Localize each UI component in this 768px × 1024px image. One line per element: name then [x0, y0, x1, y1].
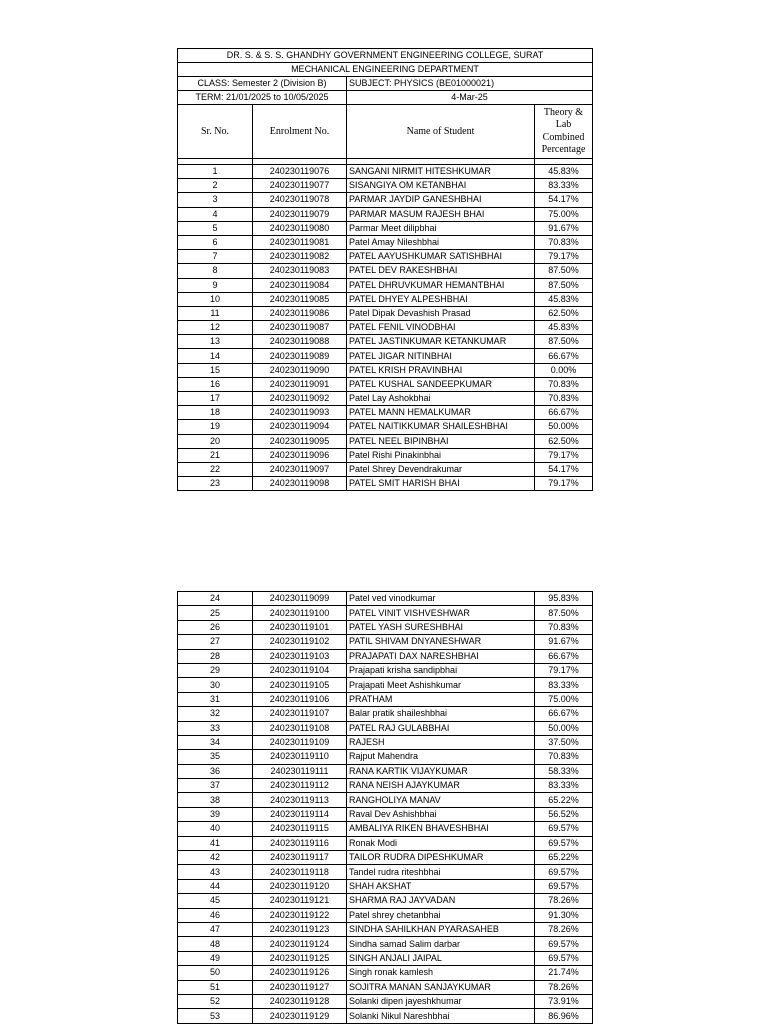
percentage-cell: 65.22%	[535, 851, 593, 865]
term-info: TERM: 21/01/2025 to 10/05/2025	[178, 91, 347, 105]
percentage-cell: 66.67%	[535, 649, 593, 663]
enrolment-cell: 240230119088	[253, 335, 347, 349]
percentage-cell: 70.83%	[535, 235, 593, 249]
table-row	[178, 264, 593, 278]
enrolment-cell: 240230119109	[253, 735, 347, 749]
student-name-cell: Raval Dev Ashishbhai	[347, 807, 535, 821]
student-name-cell: PATEL NEEL BIPINBHAI	[347, 434, 535, 448]
table-row	[178, 448, 593, 462]
sr-no-cell: 18	[178, 406, 253, 420]
percentage-cell: 70.83%	[535, 377, 593, 391]
sr-no-cell: 16	[178, 377, 253, 391]
percentage-cell: 79.17%	[535, 250, 593, 264]
student-name-cell: Solanki Nikul Nareshbhai	[347, 1009, 535, 1023]
sr-no-cell: 38	[178, 793, 253, 807]
sr-no-cell: 31	[178, 692, 253, 706]
sr-no-cell: 15	[178, 363, 253, 377]
column-header-percentage: Theory & Lab Combined Percentage	[535, 105, 593, 159]
percentage-cell: 21.74%	[535, 966, 593, 980]
student-name-cell: PATEL KUSHAL SANDEEPKUMAR	[347, 377, 535, 391]
sr-no-cell: 41	[178, 836, 253, 850]
enrolment-cell: 240230119103	[253, 649, 347, 663]
enrolment-cell: 240230119112	[253, 779, 347, 793]
student-name-cell: Patel ved vinodkumar	[347, 592, 535, 606]
sr-no-cell: 3	[178, 193, 253, 207]
table-row	[178, 937, 593, 951]
sr-no-cell: 14	[178, 349, 253, 363]
sr-no-cell: 44	[178, 879, 253, 893]
table-row	[178, 179, 593, 193]
percentage-cell: 0.00%	[535, 363, 593, 377]
sr-no-cell: 7	[178, 250, 253, 264]
enrolment-cell: 240230119113	[253, 793, 347, 807]
sr-no-cell: 19	[178, 420, 253, 434]
column-header-enrolment: Enrolment No.	[253, 105, 347, 159]
percentage-cell: 75.00%	[535, 692, 593, 706]
student-name-cell: PATEL SMIT HARISH BHAI	[347, 477, 535, 491]
student-name-cell: SINDHA SAHILKHAN PYARASAHEB	[347, 922, 535, 936]
percentage-cell: 54.17%	[535, 462, 593, 476]
enrolment-cell: 240230119110	[253, 750, 347, 764]
enrolment-cell: 240230119115	[253, 822, 347, 836]
student-name-cell: TAILOR RUDRA DIPESHKUMAR	[347, 851, 535, 865]
student-name-cell: Patel Amay Nileshbhai	[347, 235, 535, 249]
percentage-cell: 37.50%	[535, 735, 593, 749]
student-name-cell: PATEL DHRUVKUMAR HEMANTBHAI	[347, 278, 535, 292]
student-name-cell: SISANGIYA OM KETANBHAI	[347, 179, 535, 193]
table-row	[178, 922, 593, 936]
sr-no-cell: 26	[178, 620, 253, 634]
table-row	[178, 406, 593, 420]
enrolment-cell: 240230119117	[253, 851, 347, 865]
percentage-cell: 69.57%	[535, 937, 593, 951]
percentage-cell: 70.83%	[535, 750, 593, 764]
percentage-cell: 78.26%	[535, 980, 593, 994]
sr-no-cell: 9	[178, 278, 253, 292]
sr-no-cell: 29	[178, 663, 253, 677]
sr-no-cell: 20	[178, 434, 253, 448]
percentage-cell: 79.17%	[535, 448, 593, 462]
percentage-cell: 66.67%	[535, 349, 593, 363]
table-row	[178, 377, 593, 391]
percentage-cell: 69.57%	[535, 879, 593, 893]
enrolment-cell: 240230119108	[253, 721, 347, 735]
percentage-cell: 50.00%	[535, 721, 593, 735]
table-row	[178, 663, 593, 677]
percentage-cell: 79.17%	[535, 663, 593, 677]
enrolment-cell: 240230119087	[253, 321, 347, 335]
enrolment-cell: 240230119122	[253, 908, 347, 922]
enrolment-cell: 240230119121	[253, 894, 347, 908]
student-name-cell: SINGH ANJALI JAIPAL	[347, 951, 535, 965]
enrolment-cell: 240230119095	[253, 434, 347, 448]
percentage-cell: 83.33%	[535, 678, 593, 692]
enrolment-cell: 240230119123	[253, 922, 347, 936]
student-name-cell: Patel Shrey Devendrakumar	[347, 462, 535, 476]
enrolment-cell: 240230119097	[253, 462, 347, 476]
table-row	[178, 434, 593, 448]
student-name-cell: PATEL DHYEY ALPESHBHAI	[347, 292, 535, 306]
table-row	[178, 779, 593, 793]
sr-no-cell: 34	[178, 735, 253, 749]
table-row	[178, 592, 593, 606]
percentage-cell: 54.17%	[535, 193, 593, 207]
student-name-cell: PRAJAPATI DAX NARESHBHAI	[347, 649, 535, 663]
percentage-cell: 62.50%	[535, 434, 593, 448]
enrolment-cell: 240230119100	[253, 606, 347, 620]
table-row	[178, 994, 593, 1008]
table-row	[178, 335, 593, 349]
department-name: MECHANICAL ENGINEERING DEPARTMENT	[178, 63, 593, 77]
student-name-cell: PATEL MANN HEMALKUMAR	[347, 406, 535, 420]
attendance-table-page-2	[177, 591, 593, 1024]
table-row	[178, 462, 593, 476]
sr-no-cell: 43	[178, 865, 253, 879]
enrolment-cell: 240230119090	[253, 363, 347, 377]
sr-no-cell: 13	[178, 335, 253, 349]
student-name-cell: Parmar Meet dilipbhai	[347, 221, 535, 235]
sr-no-cell: 42	[178, 851, 253, 865]
percentage-cell: 78.26%	[535, 894, 593, 908]
sr-no-cell: 35	[178, 750, 253, 764]
percentage-cell: 69.57%	[535, 951, 593, 965]
table-row	[178, 193, 593, 207]
percentage-cell: 91.67%	[535, 221, 593, 235]
student-name-cell: Patel shrey chetanbhai	[347, 908, 535, 922]
percentage-cell: 91.30%	[535, 908, 593, 922]
enrolment-cell: 240230119096	[253, 448, 347, 462]
student-name-cell: Tandel rudra riteshbhai	[347, 865, 535, 879]
table-row	[178, 807, 593, 821]
table-row	[178, 836, 593, 850]
enrolment-cell: 240230119093	[253, 406, 347, 420]
enrolment-cell: 240230119092	[253, 392, 347, 406]
enrolment-cell: 240230119083	[253, 264, 347, 278]
table-row	[178, 678, 593, 692]
sr-no-cell: 27	[178, 635, 253, 649]
enrolment-cell: 240230119118	[253, 865, 347, 879]
percentage-cell: 87.50%	[535, 264, 593, 278]
student-name-cell: PRATHAM	[347, 692, 535, 706]
table-row	[178, 735, 593, 749]
enrolment-cell: 240230119079	[253, 207, 347, 221]
student-name-cell: Patel Lay Ashokbhai	[347, 392, 535, 406]
percentage-cell: 70.83%	[535, 392, 593, 406]
enrolment-cell: 240230119105	[253, 678, 347, 692]
student-name-cell: SHAH AKSHAT	[347, 879, 535, 893]
student-name-cell: Prajapati krisha sandipbhai	[347, 663, 535, 677]
table-row	[178, 951, 593, 965]
sr-no-cell: 22	[178, 462, 253, 476]
student-name-cell: PARMAR JAYDIP GANESHBHAI	[347, 193, 535, 207]
sr-no-cell: 52	[178, 994, 253, 1008]
percentage-cell: 45.83%	[535, 292, 593, 306]
student-name-cell: PATEL VINIT VISHVESHWAR	[347, 606, 535, 620]
table-row	[178, 292, 593, 306]
sr-no-cell: 2	[178, 179, 253, 193]
table-row	[178, 620, 593, 634]
table-row	[178, 221, 593, 235]
sr-no-cell: 25	[178, 606, 253, 620]
percentage-cell: 83.33%	[535, 179, 593, 193]
student-name-cell: PATEL YASH SURESHBHAI	[347, 620, 535, 634]
percentage-cell: 50.00%	[535, 420, 593, 434]
percentage-cell: 69.57%	[535, 836, 593, 850]
enrolment-cell: 240230119094	[253, 420, 347, 434]
enrolment-cell: 240230119127	[253, 980, 347, 994]
sr-no-cell: 46	[178, 908, 253, 922]
enrolment-cell: 240230119086	[253, 306, 347, 320]
student-name-cell: RAJESH	[347, 735, 535, 749]
enrolment-cell: 240230119101	[253, 620, 347, 634]
student-name-cell: AMBALIYA RIKEN BHAVESHBHAI	[347, 822, 535, 836]
enrolment-cell: 240230119128	[253, 994, 347, 1008]
percentage-cell: 87.50%	[535, 606, 593, 620]
enrolment-cell: 240230119114	[253, 807, 347, 821]
percentage-cell: 73.91%	[535, 994, 593, 1008]
percentage-cell: 87.50%	[535, 278, 593, 292]
sr-no-cell: 17	[178, 392, 253, 406]
student-name-cell: RANA NEISH AJAYKUMAR	[347, 779, 535, 793]
sr-no-cell: 4	[178, 207, 253, 221]
enrolment-cell: 240230119082	[253, 250, 347, 264]
sr-no-cell: 39	[178, 807, 253, 821]
sr-no-cell: 10	[178, 292, 253, 306]
sr-no-cell: 30	[178, 678, 253, 692]
table-row	[178, 306, 593, 320]
student-name-cell: PATIL SHIVAM DNYANESHWAR	[347, 635, 535, 649]
student-name-cell: Balar pratik shaileshbhai	[347, 707, 535, 721]
sr-no-cell: 40	[178, 822, 253, 836]
table-row	[178, 894, 593, 908]
class-info: CLASS: Semester 2 (Division B)	[178, 77, 347, 91]
table-row	[178, 822, 593, 836]
column-header-sr-no: Sr. No.	[178, 105, 253, 159]
sr-no-cell: 32	[178, 707, 253, 721]
sr-no-cell: 24	[178, 592, 253, 606]
sr-no-cell: 47	[178, 922, 253, 936]
enrolment-cell: 240230119124	[253, 937, 347, 951]
student-name-cell: PARMAR MASUM RAJESH BHAI	[347, 207, 535, 221]
enrolment-cell: 240230119084	[253, 278, 347, 292]
percentage-cell: 45.83%	[535, 321, 593, 335]
table-row	[178, 207, 593, 221]
enrolment-cell: 240230119104	[253, 663, 347, 677]
sr-no-cell: 36	[178, 764, 253, 778]
table-row	[178, 908, 593, 922]
student-name-cell: Ronak Modi	[347, 836, 535, 850]
table-row	[178, 363, 593, 377]
enrolment-cell: 240230119111	[253, 764, 347, 778]
percentage-cell: 62.50%	[535, 306, 593, 320]
student-name-cell: RANGHOLIYA MANAV	[347, 793, 535, 807]
sr-no-cell: 37	[178, 779, 253, 793]
student-name-cell: Singh ronak kamlesh	[347, 966, 535, 980]
table-row	[178, 764, 593, 778]
enrolment-cell: 240230119098	[253, 477, 347, 491]
table-row	[178, 865, 593, 879]
percentage-cell: 78.26%	[535, 922, 593, 936]
student-name-cell: Patel Dipak Devashish Prasad	[347, 306, 535, 320]
student-name-cell: PATEL KRISH PRAVINBHAI	[347, 363, 535, 377]
table-row	[178, 635, 593, 649]
table-row	[178, 750, 593, 764]
student-name-cell: PATEL JASTINKUMAR KETANKUMAR	[347, 335, 535, 349]
column-header-name: Name of Student	[347, 105, 535, 159]
table-row	[178, 392, 593, 406]
percentage-cell: 56.52%	[535, 807, 593, 821]
table-row	[178, 851, 593, 865]
table-row	[178, 349, 593, 363]
percentage-cell: 66.67%	[535, 406, 593, 420]
subject-info: SUBJECT: PHYSICS (BE01000021)	[347, 77, 593, 91]
percentage-cell: 75.00%	[535, 207, 593, 221]
sr-no-cell: 51	[178, 980, 253, 994]
table-row	[178, 793, 593, 807]
college-name: DR. S. & S. S. GHANDHY GOVERNMENT ENGINEERING COLLEGE, SURAT	[178, 49, 593, 63]
enrolment-cell: 240230119106	[253, 692, 347, 706]
table-row	[178, 707, 593, 721]
sr-no-cell: 6	[178, 235, 253, 249]
enrolment-cell: 240230119089	[253, 349, 347, 363]
table-row	[178, 477, 593, 491]
sr-no-cell: 1	[178, 165, 253, 179]
table-row	[178, 966, 593, 980]
sr-no-cell: 21	[178, 448, 253, 462]
percentage-cell: 65.22%	[535, 793, 593, 807]
table-row	[178, 980, 593, 994]
percentage-cell: 69.57%	[535, 822, 593, 836]
enrolment-cell: 240230119129	[253, 1009, 347, 1023]
table-row	[178, 165, 593, 179]
table-row	[178, 250, 593, 264]
enrolment-cell: 240230119125	[253, 951, 347, 965]
student-name-cell: PATEL AAYUSHKUMAR SATISHBHAI	[347, 250, 535, 264]
enrolment-cell: 240230119076	[253, 165, 347, 179]
enrolment-cell: 240230119085	[253, 292, 347, 306]
percentage-cell: 83.33%	[535, 779, 593, 793]
student-name-cell: PATEL FENIL VINODBHAI	[347, 321, 535, 335]
enrolment-cell: 240230119099	[253, 592, 347, 606]
student-name-cell: SOJITRA MANAN SANJAYKUMAR	[347, 980, 535, 994]
student-name-cell: PATEL NAITIKKUMAR SHAILESHBHAI	[347, 420, 535, 434]
percentage-cell: 45.83%	[535, 165, 593, 179]
student-name-cell: RANA KARTIK VIJAYKUMAR	[347, 764, 535, 778]
enrolment-cell: 240230119120	[253, 879, 347, 893]
enrolment-cell: 240230119107	[253, 707, 347, 721]
percentage-cell: 58.33%	[535, 764, 593, 778]
enrolment-cell: 240230119077	[253, 179, 347, 193]
percentage-cell: 66.67%	[535, 707, 593, 721]
percentage-cell: 87.50%	[535, 335, 593, 349]
sr-no-cell: 50	[178, 966, 253, 980]
table-row	[178, 879, 593, 893]
percentage-cell: 91.67%	[535, 635, 593, 649]
sr-no-cell: 28	[178, 649, 253, 663]
enrolment-cell: 240230119091	[253, 377, 347, 391]
sr-no-cell: 12	[178, 321, 253, 335]
student-name-cell: Patel Rishi Pinakinbhai	[347, 448, 535, 462]
table-row	[178, 235, 593, 249]
enrolment-cell: 240230119080	[253, 221, 347, 235]
table-row	[178, 420, 593, 434]
attendance-table-page-1	[177, 48, 593, 491]
student-name-cell: PATEL JIGAR NITINBHAI	[347, 349, 535, 363]
enrolment-cell: 240230119126	[253, 966, 347, 980]
percentage-cell: 95.83%	[535, 592, 593, 606]
table-row	[178, 606, 593, 620]
table-row	[178, 1009, 593, 1023]
student-name-cell: Solanki dipen jayeshkhumar	[347, 994, 535, 1008]
student-name-cell: Sindha samad Salim darbar	[347, 937, 535, 951]
enrolment-cell: 240230119116	[253, 836, 347, 850]
sr-no-cell: 11	[178, 306, 253, 320]
sr-no-cell: 5	[178, 221, 253, 235]
student-name-cell: SHARMA RAJ JAYVADAN	[347, 894, 535, 908]
table-row	[178, 321, 593, 335]
sr-no-cell: 8	[178, 264, 253, 278]
percentage-cell: 79.17%	[535, 477, 593, 491]
enrolment-cell: 240230119102	[253, 635, 347, 649]
student-name-cell: PATEL RAJ GULABBHAI	[347, 721, 535, 735]
student-name-cell: Rajput Mahendra	[347, 750, 535, 764]
table-row	[178, 692, 593, 706]
percentage-cell: 69.57%	[535, 865, 593, 879]
report-date: 4-Mar-25	[347, 91, 593, 105]
sr-no-cell: 48	[178, 937, 253, 951]
sr-no-cell: 49	[178, 951, 253, 965]
table-row	[178, 278, 593, 292]
enrolment-cell: 240230119078	[253, 193, 347, 207]
table-row	[178, 721, 593, 735]
sr-no-cell: 53	[178, 1009, 253, 1023]
percentage-cell: 86.96%	[535, 1009, 593, 1023]
sr-no-cell: 23	[178, 477, 253, 491]
student-name-cell: PATEL DEV RAKESHBHAI	[347, 264, 535, 278]
student-name-cell: Prajapati Meet Ashishkumar	[347, 678, 535, 692]
sr-no-cell: 45	[178, 894, 253, 908]
sr-no-cell: 33	[178, 721, 253, 735]
table-row	[178, 649, 593, 663]
enrolment-cell: 240230119081	[253, 235, 347, 249]
percentage-cell: 70.83%	[535, 620, 593, 634]
student-name-cell: SANGANI NIRMIT HITESHKUMAR	[347, 165, 535, 179]
